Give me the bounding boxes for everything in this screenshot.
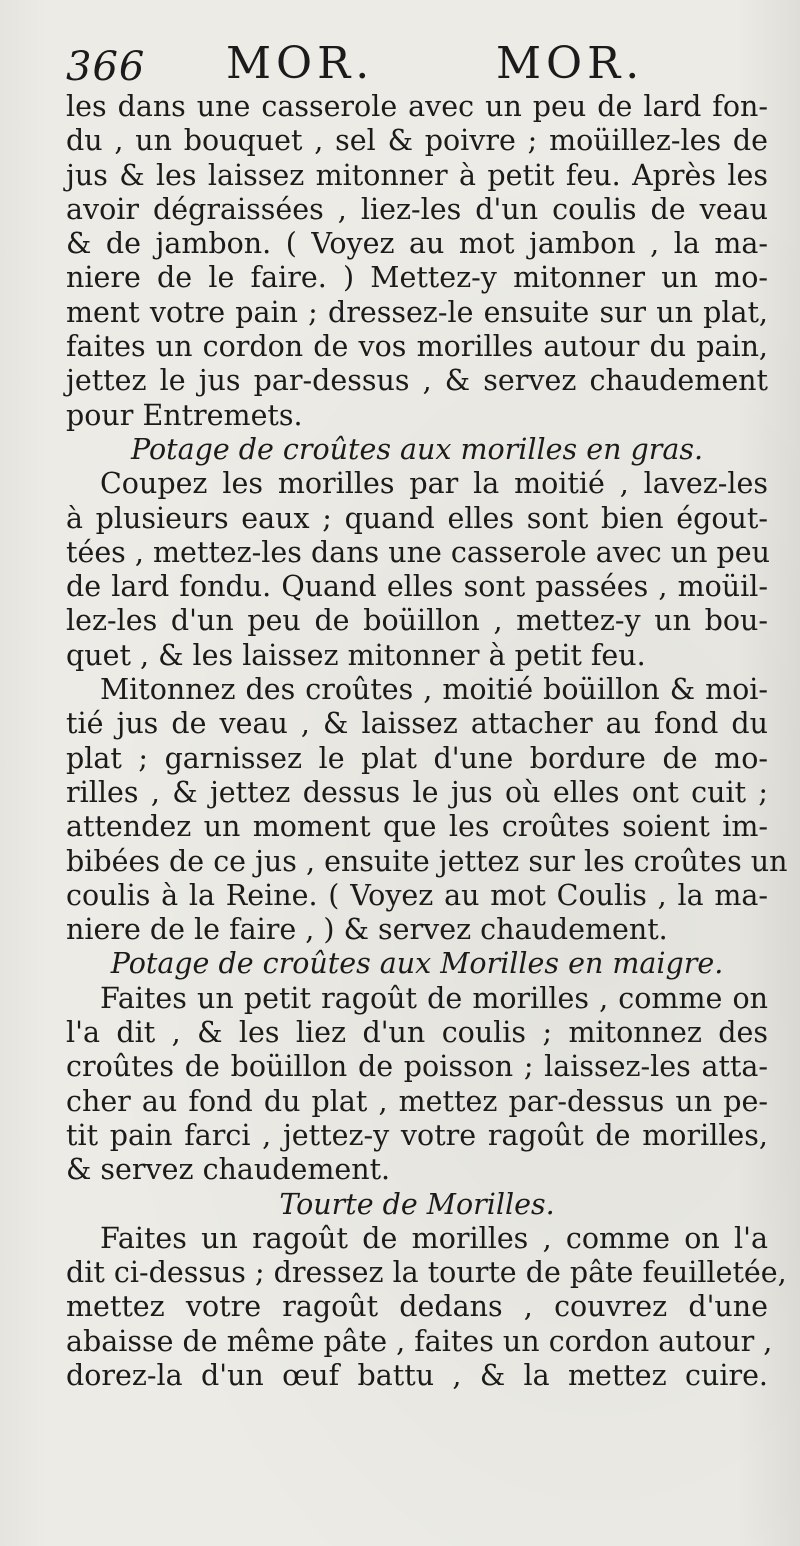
- text-line: les dans une casserole avec un peu de lard fon-: [66, 90, 768, 123]
- text-line: rilles , & jettez dessus le jus où elles ont cuit ;: [66, 775, 768, 809]
- page-number: 366: [66, 44, 146, 90]
- text-line: croûtes de boüillon de poisson ; laissez-les atta-: [66, 1050, 768, 1084]
- text-line: tées , mettez-les dans une casserole avec un peu: [66, 535, 770, 569]
- recipe-heading: Potage de croûtes aux morilles en gras.: [130, 432, 704, 466]
- text-line: Mitonnez des croûtes , moitié boüillon & moi-: [100, 673, 768, 707]
- text-line: l'a dit , & les liez d'un coulis ; mitonnez des: [66, 1016, 768, 1050]
- text-line: ment votre pain ; dressez-le ensuite sur un plat,: [66, 295, 768, 329]
- text-line: dorez-la d'un œuf battu , & la mettez cuire.: [66, 1358, 768, 1392]
- recipe-heading: Tourte de Morilles.: [279, 1187, 555, 1221]
- text-line: pour Entremets.: [66, 398, 303, 432]
- text-line: abaisse de même pâte , faites un cordon autour ,: [66, 1324, 773, 1358]
- text-line: dit ci-dessus ; dressez la tourte de pâte feuilletée,: [66, 1256, 787, 1290]
- text-line: plat ; garnissez le plat d'une bordure de mo-: [66, 741, 768, 775]
- text-line: faites un cordon de vos morilles autour du pain,: [66, 330, 768, 364]
- page-header: [66, 38, 746, 98]
- running-head-right: MOR.: [496, 38, 645, 89]
- text-line: jettez le jus par-dessus , & servez chaudement: [66, 364, 768, 398]
- text-line: & de jambon. ( Voyez au mot jambon , la ma-: [66, 227, 768, 261]
- text-line: niere de le faire. ) Mettez-y mitonner un mo-: [66, 261, 768, 295]
- text-line: tié jus de veau , & laissez attacher au fond du: [66, 707, 768, 741]
- text-line: mettez votre ragoût dedans , couvrez d'une: [66, 1290, 768, 1324]
- text-line: lez-les d'un peu de boüillon , mettez-y un bou-: [66, 604, 768, 638]
- text-line: & servez chaudement.: [66, 1153, 391, 1187]
- text-line: avoir dégraissées , liez-les d'un coulis de veau: [66, 192, 768, 226]
- text-line: quet , & les laissez mitonner à petit feu.: [66, 638, 646, 672]
- text-line: bibées de ce jus , ensuite jettez sur les croûtes un: [66, 844, 788, 878]
- text-line: à plusieurs eaux ; quand elles sont bien égout-: [66, 501, 768, 535]
- text-line: tit pain farci , jettez-y votre ragoût de morilles,: [66, 1118, 768, 1152]
- text-line: jus & les laissez mitonner à petit feu. Après les: [66, 158, 768, 192]
- text-line: du , un bouquet , sel & poivre ; moüillez-les de: [66, 124, 768, 158]
- text-line: Faites un ragoût de morilles , comme on l'a: [100, 1221, 768, 1255]
- body-text: [66, 90, 788, 1393]
- text-line: cher au fond du plat , mettez par-dessus un pe-: [66, 1084, 768, 1118]
- text-line: Faites un petit ragoût de morilles , comme on: [100, 981, 768, 1015]
- text-line: de lard fondu. Quand elles sont passées , moüil-: [66, 570, 768, 604]
- text-line: attendez un moment que les croûtes soient im-: [66, 810, 768, 844]
- text-line: niere de le faire , ) & servez chaudement.: [66, 913, 668, 947]
- recipe-heading: Potage de croûtes aux Morilles en maigre.: [110, 947, 724, 981]
- text-line: Coupez les morilles par la moitié , lavez-les: [100, 467, 768, 501]
- text-line: coulis à la Reine. ( Voyez au mot Coulis , la ma-: [66, 878, 768, 912]
- running-head-left: MOR.: [226, 38, 375, 89]
